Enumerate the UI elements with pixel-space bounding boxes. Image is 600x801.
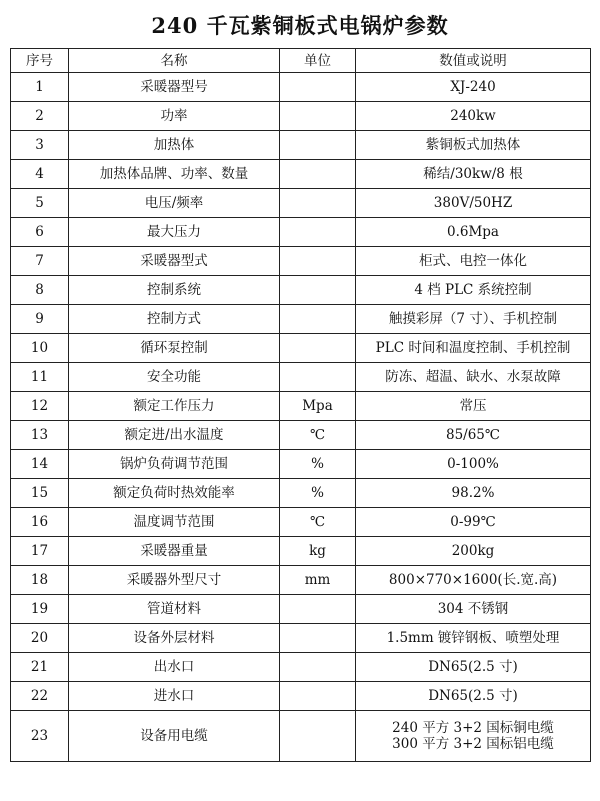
row-value-line: 柜式、电控一体化 — [419, 253, 527, 269]
row-name-cell: 电压/频率 — [69, 189, 280, 218]
row-value-cell — [356, 508, 591, 537]
row-number-cell: 7 — [11, 247, 69, 276]
row-value-line: 300 平方 3+2 国标铝电缆 — [392, 736, 554, 752]
table-row — [11, 189, 591, 218]
table-body — [11, 73, 591, 762]
row-name-cell: 出水口 — [69, 653, 280, 682]
row-unit-cell — [280, 218, 356, 247]
row-name-cell: 额定进/出水温度 — [69, 421, 280, 450]
table-row — [11, 653, 591, 682]
row-unit-cell — [280, 305, 356, 334]
row-name-cell: 额定工作压力 — [69, 392, 280, 421]
table-row — [11, 247, 591, 276]
row-value-line: 200kg — [451, 543, 495, 559]
row-value-cell — [356, 131, 591, 160]
row-name-cell: 安全功能 — [69, 363, 280, 392]
row-number-cell: 12 — [11, 392, 69, 421]
row-name-cell: 控制方式 — [69, 305, 280, 334]
row-unit-cell — [280, 247, 356, 276]
row-name-cell: 管道材料 — [69, 595, 280, 624]
row-value-cell — [356, 73, 591, 102]
row-name-cell: 最大压力 — [69, 218, 280, 247]
table-row — [11, 682, 591, 711]
row-value-cell — [356, 711, 591, 762]
row-value-cell — [356, 247, 591, 276]
row-value-line: 800×770×1600(长.宽.高) — [388, 572, 558, 588]
row-unit-cell — [280, 131, 356, 160]
row-number-cell: 17 — [11, 537, 69, 566]
row-number-cell: 23 — [11, 711, 69, 762]
row-unit-cell — [280, 595, 356, 624]
row-unit-cell: ℃ — [280, 508, 356, 537]
row-number-cell: 9 — [11, 305, 69, 334]
table-row — [11, 392, 591, 421]
row-value-line: 0.6Mpa — [447, 224, 499, 240]
row-number-cell: 19 — [11, 595, 69, 624]
row-value-line: 稀结/30kw/8 根 — [423, 166, 523, 182]
table-row — [11, 363, 591, 392]
row-value-line: 98.2% — [451, 485, 495, 501]
table-row — [11, 479, 591, 508]
table-row — [11, 160, 591, 189]
row-value-cell — [356, 479, 591, 508]
table-row — [11, 711, 591, 762]
row-number-cell: 5 — [11, 189, 69, 218]
header-unit: 单位 — [280, 49, 356, 73]
parameter-table — [10, 48, 591, 762]
row-name-cell: 循环泵控制 — [69, 334, 280, 363]
row-number-cell: 20 — [11, 624, 69, 653]
table-row — [11, 508, 591, 537]
row-value-line: 240 平方 3+2 国标铜电缆 — [392, 720, 554, 736]
row-value-line: 85/65℃ — [445, 427, 500, 443]
row-value-cell — [356, 450, 591, 479]
row-unit-cell: ℃ — [280, 421, 356, 450]
row-unit-cell: kg — [280, 537, 356, 566]
row-value-cell — [356, 595, 591, 624]
row-name-cell: 功率 — [69, 102, 280, 131]
row-value-cell — [356, 334, 591, 363]
row-value-cell — [356, 537, 591, 566]
row-name-cell: 采暖器型号 — [69, 73, 280, 102]
row-value-line: 4 档 PLC 系统控制 — [414, 282, 532, 298]
row-name-cell: 进水口 — [69, 682, 280, 711]
row-unit-cell — [280, 682, 356, 711]
row-unit-cell: Mpa — [280, 392, 356, 421]
row-number-cell: 15 — [11, 479, 69, 508]
row-unit-cell: % — [280, 450, 356, 479]
header-no: 序号 — [11, 49, 69, 73]
row-value-cell — [356, 653, 591, 682]
row-number-cell: 4 — [11, 160, 69, 189]
row-number-cell: 3 — [11, 131, 69, 160]
table-row — [11, 334, 591, 363]
row-name-cell: 采暖器外型尺寸 — [69, 566, 280, 595]
row-number-cell: 1 — [11, 73, 69, 102]
row-value-cell — [356, 566, 591, 595]
row-unit-cell — [280, 102, 356, 131]
row-number-cell: 22 — [11, 682, 69, 711]
row-name-cell: 加热体品牌、功率、数量 — [69, 160, 280, 189]
row-value-line: 0-100% — [447, 456, 499, 472]
row-unit-cell: mm — [280, 566, 356, 595]
table-row — [11, 624, 591, 653]
table-row — [11, 73, 591, 102]
header-name: 名称 — [69, 49, 280, 73]
row-value-cell — [356, 624, 591, 653]
table-row — [11, 276, 591, 305]
row-unit-cell — [280, 711, 356, 762]
row-value-line: DN65(2.5 寸) — [428, 659, 518, 675]
row-unit-cell — [280, 160, 356, 189]
row-value-cell — [356, 276, 591, 305]
row-unit-cell — [280, 73, 356, 102]
row-name-cell: 温度调节范围 — [69, 508, 280, 537]
row-number-cell: 18 — [11, 566, 69, 595]
row-value-line: 触摸彩屏（7 寸）、手机控制 — [388, 311, 558, 327]
table-row — [11, 537, 591, 566]
table-row — [11, 421, 591, 450]
row-value-cell — [356, 305, 591, 334]
row-name-cell: 采暖器型式 — [69, 247, 280, 276]
table-row — [11, 102, 591, 131]
row-unit-cell — [280, 363, 356, 392]
row-value-cell — [356, 682, 591, 711]
row-number-cell: 13 — [11, 421, 69, 450]
row-name-cell: 加热体 — [69, 131, 280, 160]
table-row — [11, 566, 591, 595]
row-unit-cell — [280, 189, 356, 218]
row-value-cell — [356, 189, 591, 218]
row-unit-cell — [280, 653, 356, 682]
row-unit-cell — [280, 624, 356, 653]
row-number-cell: 11 — [11, 363, 69, 392]
row-value-cell — [356, 102, 591, 131]
row-value-line: 1.5mm 镀锌钢板、喷塑处理 — [386, 630, 560, 646]
table-row — [11, 595, 591, 624]
row-value-cell — [356, 363, 591, 392]
row-value-line: PLC 时间和温度控制、手机控制 — [375, 340, 571, 356]
table-row — [11, 218, 591, 247]
document-title: 240 千瓦紫铜板式电锅炉参数 — [151, 13, 449, 38]
row-value-line: 紫铜板式加热体 — [425, 137, 521, 153]
row-value-line: 常压 — [459, 398, 487, 414]
row-value-cell — [356, 392, 591, 421]
row-value-line: XJ-240 — [450, 79, 496, 95]
row-number-cell: 21 — [11, 653, 69, 682]
row-number-cell: 10 — [11, 334, 69, 363]
row-value-line: 防冻、超温、缺水、水泵故障 — [385, 369, 561, 385]
row-name-cell: 设备用电缆 — [69, 711, 280, 762]
row-number-cell: 2 — [11, 102, 69, 131]
row-name-cell: 锅炉负荷调节范围 — [69, 450, 280, 479]
row-value-line: 240kw — [450, 108, 496, 124]
table-row — [11, 131, 591, 160]
row-unit-cell — [280, 276, 356, 305]
header-value: 数值或说明 — [356, 49, 591, 73]
row-name-cell: 设备外层材料 — [69, 624, 280, 653]
table-header-row — [11, 49, 591, 73]
row-number-cell: 14 — [11, 450, 69, 479]
row-number-cell: 8 — [11, 276, 69, 305]
row-unit-cell — [280, 334, 356, 363]
row-number-cell: 16 — [11, 508, 69, 537]
row-unit-cell: % — [280, 479, 356, 508]
row-value-line: DN65(2.5 寸) — [428, 688, 518, 704]
row-value-cell — [356, 160, 591, 189]
row-name-cell: 采暖器重量 — [69, 537, 280, 566]
row-value-line: 304 不锈钢 — [437, 601, 509, 617]
row-value-line: 0-99℃ — [450, 514, 496, 530]
table-row — [11, 305, 591, 334]
row-name-cell: 额定负荷时热效能率 — [69, 479, 280, 508]
row-value-cell — [356, 218, 591, 247]
row-value-line: 380V/50HZ — [433, 195, 513, 211]
row-value-cell — [356, 421, 591, 450]
row-name-cell: 控制系统 — [69, 276, 280, 305]
row-number-cell: 6 — [11, 218, 69, 247]
table-row — [11, 450, 591, 479]
